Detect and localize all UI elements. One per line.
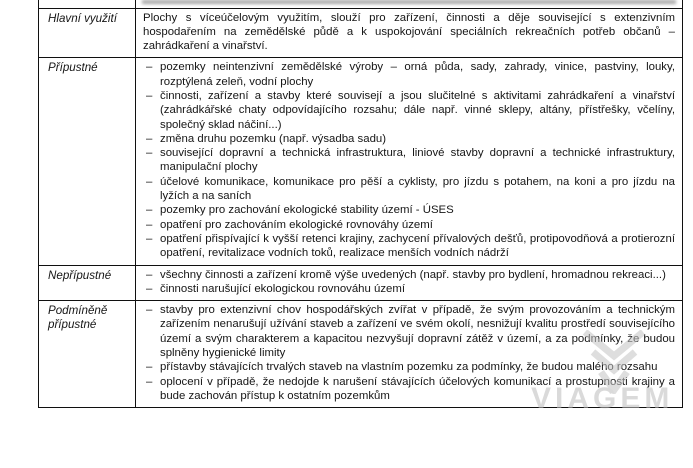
list-item-text: přístavby stávajících trvalých staveb na vlastním pozemku za podmínky, že budou malého rozsahu [160,361,658,374]
list-item [143,268,675,282]
dash-bullet: – [146,304,153,317]
list-item-text: činnosti narušující ekologickou rovnováhu území [160,282,406,295]
row-label: Podmíněně přípustné [39,301,136,408]
dash-bullet: – [146,282,153,295]
list-item [143,218,675,232]
list-item-text: související dopravní a technická infrastruktura, liniové stavby dopravní a technické infrastruktury, manipulační plochy [160,147,675,174]
list-item [143,360,675,374]
list-item [143,175,675,204]
list-item-text: stavby pro extenzivní chov hospodářských zvířat v případě, že svým provozováním a technickým zařízením nenarušují užívání staveb a zařízení ve svém okolí, nesnižují kvalitu prostředí souvisejícího území a svým charakterem a kapacitou nezvyšují dopravní zátěž v území, a za podmínky, že budou splněny hygienické limity [160,304,675,360]
dash-bullet: – [146,361,153,374]
dash-bullet: – [146,132,153,145]
list-item-text: oplocení v případě, že nedojde k narušení stávajících účelových komunikací a prostupnosti krajiny a bude zachován přístup k ostatním pozemkům [160,375,675,402]
list-item-text: všechny činnosti a zařízení kromě výše uvedených (např. stavby pro bydlení, hromadnou rekreaci...) [160,268,666,281]
dash-bullet: – [146,232,153,245]
dash-bullet: – [146,268,153,281]
dash-bullet: – [146,89,153,102]
table-row-podminene-pripustne [39,301,683,408]
list-item [143,146,675,175]
stub-body-cell [136,0,683,8]
list-item-text: pozemky pro zachování ekologické stability území - ÚSES [160,204,454,217]
list-item-text: účelové komunikace, komunikace pro pěší a cyklisty, pro jízdu s potahem, na koni a pro jízdu na lyžích a na saních [160,175,675,203]
list-item-text: pozemky neintenzivní zemědělské výroby – orná půda, sady, zahrady, vinice, pastviny, louky, rozptýlená zeleň, vodní plochy [160,61,675,88]
dash-bullet: – [146,61,153,74]
cutoff-text-smudge [142,0,676,4]
list-item-text: opatření přispívající k vyšší retenci krajiny, zachycení přívalových dešťů, protipovodňová a protierozní opatření, revitalizace vodních toků, realizace menších vodních nádrží [160,232,675,260]
list-item [143,232,675,261]
stub-label-cell [39,0,136,8]
row-label: Přípustné [39,58,136,265]
list-item [143,282,675,296]
table-row-hlavni-vyuziti [39,8,683,58]
list-item [143,132,675,146]
list-item-text: opatření pro zachováním ekologické rovnováhy území [160,218,433,231]
dash-bullet: – [146,375,153,388]
row-label: Nepřípustné [39,265,136,301]
list-item [143,303,675,360]
list-item [143,89,675,132]
row-body [136,301,683,408]
main-use-paragraph: Plochy s víceúčelovým využitím, slouží pro zařízení, činnosti a děje související s extenzivním hospodařením na zemědělské půdě a k uspokojování speciálních rekreačních potřeb občanů – zahrádkaření a vinařství. [143,11,675,53]
table-row-nepripustne [39,265,683,301]
table-row-pripustne [39,58,683,265]
watermark-text: VIAGEM [531,382,674,415]
list-item [143,375,675,404]
dash-bullet: – [146,175,153,188]
list-item-text: změna druhu pozemku (např. výsadba sadu) [160,132,387,145]
table-row-stub [39,0,683,8]
dash-bullet: – [146,204,153,217]
row-body [136,8,683,58]
zoning-table [38,0,683,408]
row-body [136,58,683,265]
dash-bullet: – [146,147,153,160]
list-item [143,203,675,217]
row-label: Hlavní využití [39,8,136,58]
list-item-text: činnosti, zařízení a stavby které souvisejí a jsou slučitelné s aktivitami zahrádkaření a vinařství (zahrádkářské chaty odpovídajícího rozsahu; dále např. vinné sklepy, altány, přístřešky, včelíny, společný sklad náčiní...) [160,89,675,131]
dash-bullet: – [146,218,153,231]
row-body [136,265,683,301]
list-item [143,60,675,89]
